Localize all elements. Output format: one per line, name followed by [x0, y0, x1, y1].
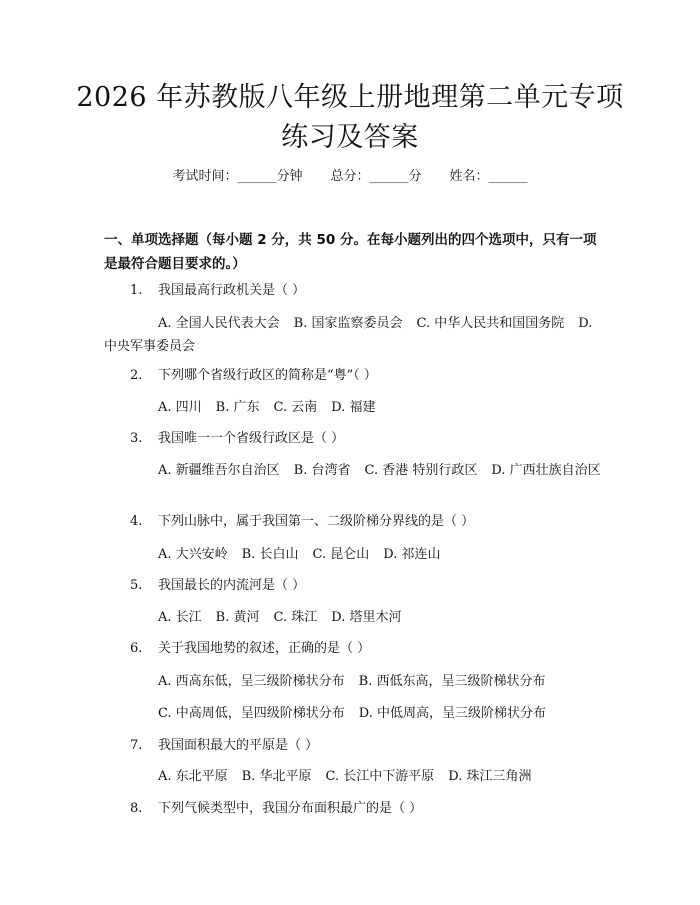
option-c: C. 昆仑山	[312, 547, 370, 562]
option-b: B. 西低东高，呈三级阶梯状分布	[358, 674, 546, 689]
option-b: B. 广东	[215, 400, 260, 415]
option-b: B. 华北平原	[241, 769, 312, 784]
option-c: C. 云南	[273, 400, 318, 415]
question-6-options-row-1	[104, 670, 604, 693]
exam-meta	[0, 167, 700, 187]
option-d: D. 中低周高，呈三级阶梯状分布	[358, 706, 546, 721]
question-number: 8.	[130, 801, 143, 816]
option-b: B. 黄河	[215, 610, 260, 625]
option-a: A. 长江	[158, 610, 202, 625]
option-a: A. 全国人民代表大会	[158, 316, 280, 331]
question-number: 2.	[130, 368, 143, 383]
question-1-options	[104, 312, 604, 358]
question-7	[130, 736, 610, 756]
question-6	[130, 639, 610, 659]
option-a: A. 大兴安岭	[158, 547, 228, 562]
question-text: 下列山脉中，属于我国第一、二级阶梯分界线的是（ ）	[158, 514, 475, 529]
question-5-options	[104, 606, 604, 629]
question-4	[130, 512, 610, 532]
question-5	[130, 576, 610, 596]
question-number: 7.	[130, 738, 143, 753]
section-heading: 一、单项选择题（每小题 2 分，共 50 分。在每小题列出的四个选项中，只有一项是最符合题目要求的。）	[104, 232, 597, 272]
question-3-options	[104, 459, 604, 482]
question-text: 关于我国地势的叙述，正确的是（ ）	[158, 641, 371, 656]
question-text: 下列气候类型中，我国分布面积最广的是（ ）	[158, 801, 423, 816]
option-d: D. 中央军事委员会	[104, 316, 593, 354]
option-a: A. 新疆维吾尔自治区	[158, 463, 280, 478]
document-title	[60, 78, 640, 158]
question-number: 3.	[130, 431, 143, 446]
question-text: 我国唯一一个省级行政区是（ ）	[158, 431, 345, 446]
question-number: 1.	[130, 283, 143, 298]
option-a: A. 西高东低，呈三级阶梯状分布	[158, 674, 345, 689]
option-c: C. 长江中下游平原	[325, 769, 435, 784]
question-number: 6.	[130, 641, 143, 656]
option-a: A. 四川	[158, 400, 202, 415]
option-c: C. 中华人民共和国国务院	[416, 316, 565, 331]
option-c: C. 中高周低，呈四级阶梯状分布	[158, 706, 345, 721]
question-text: 我国最长的内流河是（ ）	[158, 578, 306, 593]
option-d: D. 塔里木河	[331, 610, 402, 625]
question-number: 5.	[130, 578, 143, 593]
title-line-1: 2026 年苏教版八年级上册地理第二单元专项	[76, 82, 624, 113]
question-6-options-row-2	[104, 702, 604, 725]
title-line-2: 练习及答案	[281, 122, 419, 153]
question-text: 我国最高行政机关是（ ）	[158, 283, 306, 298]
option-d: D. 福建	[331, 400, 376, 415]
question-8	[130, 799, 610, 819]
option-b: B. 国家监察委员会	[293, 316, 403, 331]
question-1	[130, 281, 610, 301]
option-c: C. 珠江	[273, 610, 318, 625]
option-d: D. 广西壮族自治区	[491, 463, 601, 478]
option-c: C. 香港 特别行政区	[364, 463, 478, 478]
question-7-options	[104, 765, 604, 788]
option-d: D. 祁连山	[383, 547, 441, 562]
question-text: 我国面积最大的平原是（ ）	[158, 738, 319, 753]
question-4-options	[104, 543, 604, 566]
option-d: D. 珠江三角洲	[448, 769, 532, 784]
question-text: 下列哪个省级行政区的简称是“粤”（ ）	[158, 368, 377, 383]
option-b: B. 长白山	[241, 547, 299, 562]
question-3	[130, 429, 610, 449]
option-a: A. 东北平原	[158, 769, 228, 784]
question-number: 4.	[130, 514, 143, 529]
student-name-field: 姓名：______	[449, 169, 528, 184]
total-score-field: 总分：______分	[330, 169, 422, 184]
question-2	[130, 366, 610, 386]
question-2-options	[104, 396, 604, 419]
option-b: B. 台湾省	[293, 463, 351, 478]
exam-time-field: 考试时间：______分钟	[172, 169, 303, 184]
